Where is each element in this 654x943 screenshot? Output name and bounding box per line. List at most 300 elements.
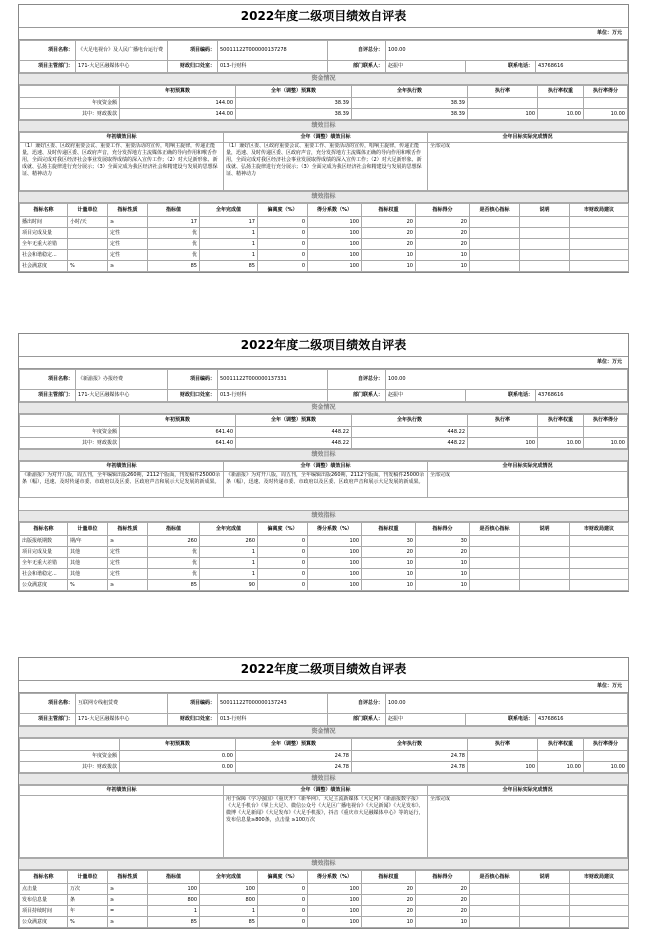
- indicator-cell: 1: [148, 906, 200, 917]
- indicator-cell: ≥: [108, 536, 148, 547]
- evaluation-form-2: [18, 333, 629, 592]
- indicator-cell: 20: [416, 906, 470, 917]
- indicator-column-header: 计量单位: [68, 871, 108, 884]
- indicator-column-header: 全年完成值: [200, 523, 258, 536]
- indicator-cell: 1: [200, 569, 258, 580]
- indicator-cell: 30: [416, 536, 470, 547]
- funds-cell: [584, 751, 628, 762]
- indicator-cell: [470, 547, 520, 558]
- indicator-cell: 10: [416, 261, 470, 272]
- indicator-cell: 20: [362, 906, 416, 917]
- indicator-column-header: 偏离度（%）: [258, 871, 308, 884]
- indicator-column-header: 偏离度（%）: [258, 523, 308, 536]
- indicator-cell: %: [68, 917, 108, 928]
- indicator-cell: 0: [258, 895, 308, 906]
- indicator-column-header: 指标权重: [362, 871, 416, 884]
- indicator-cell: [570, 217, 629, 228]
- funds-column-header: 年初预算数: [120, 86, 236, 98]
- indicator-cell: [520, 228, 570, 239]
- indicator-row: [20, 580, 629, 591]
- indicator-column-header: 指标得分: [416, 204, 470, 217]
- funds-column-header: 执行率得分: [584, 86, 628, 98]
- indicator-cell: 17: [148, 217, 200, 228]
- indicator-cell: 社会和谐稳定...: [20, 569, 68, 580]
- funds-column-header: 年初预算数: [120, 739, 236, 751]
- indicator-cell: 定性: [108, 569, 148, 580]
- indicator-column-header: 说明: [520, 523, 570, 536]
- evaluation-form-3: [18, 657, 629, 929]
- indicator-cell: 公众满意度: [20, 580, 68, 591]
- indicator-cell: 优: [148, 228, 200, 239]
- indicator-cell: 100: [308, 917, 362, 928]
- indicator-cell: 1: [200, 558, 258, 569]
- funds-cell: [538, 751, 584, 762]
- indicator-cell: ≥: [108, 884, 148, 895]
- indicator-cell: [470, 536, 520, 547]
- funds-column-header: 年初预算数: [120, 415, 236, 427]
- project-name-value: 互联网专线租赁费: [76, 694, 168, 714]
- indicator-cell: 0: [258, 547, 308, 558]
- indicator-column-header: 说明: [520, 204, 570, 217]
- indicator-cell: [570, 239, 629, 250]
- indicator-cell: 1: [200, 547, 258, 558]
- indicator-row: [20, 217, 629, 228]
- indicator-row: [20, 239, 629, 250]
- indicator-column-header: 指标名称: [20, 204, 68, 217]
- indicator-column-header: 指标性质: [108, 871, 148, 884]
- indicator-cell: [470, 917, 520, 928]
- indicator-cell: 85: [200, 917, 258, 928]
- indicator-column-header: 全年完成值: [200, 871, 258, 884]
- indicator-cell: 1: [200, 906, 258, 917]
- dept-contact-label: 部门联系人：: [328, 714, 386, 726]
- indicator-cell: [470, 895, 520, 906]
- indicator-cell: 260: [148, 536, 200, 547]
- self-score-label: 自评总分：: [328, 41, 386, 61]
- indicator-column-header: 指标名称: [20, 523, 68, 536]
- indicator-cell: 优: [148, 547, 200, 558]
- goal-initial: [20, 796, 224, 858]
- indicator-column-header: 全年完成值: [200, 204, 258, 217]
- indicator-cell: %: [68, 580, 108, 591]
- project-name-label: 项目名称：: [20, 694, 76, 714]
- indicator-cell: [520, 536, 570, 547]
- indicator-cell: 10: [416, 580, 470, 591]
- indicator-row: [20, 569, 629, 580]
- funds-cell: 38.39: [236, 98, 352, 109]
- funds-cell: 100: [468, 109, 538, 120]
- indicator-cell: [570, 250, 629, 261]
- indicator-cell: 定性: [108, 558, 148, 569]
- indicator-cell: 10: [362, 261, 416, 272]
- self-score-value: 100.00: [386, 370, 628, 390]
- indicator-column-header: 市财政局建议: [570, 523, 629, 536]
- indicator-cell: [520, 884, 570, 895]
- indicator-column-header: 指标值: [148, 871, 200, 884]
- indicator-cell: 优: [148, 250, 200, 261]
- indicator-cell: [470, 569, 520, 580]
- dept-label: 项目主管部门：: [20, 714, 76, 726]
- indicator-column-header: 是否核心指标: [470, 523, 520, 536]
- indicator-cell: 100: [308, 580, 362, 591]
- indicator-cell: 20: [416, 228, 470, 239]
- indicator-cell: [520, 250, 570, 261]
- indicator-row: [20, 536, 629, 547]
- funds-cell: 641.40: [120, 427, 236, 438]
- finance-office-value: 013-行财科: [218, 390, 328, 402]
- dept-value: 171-大足区融媒体中心: [76, 61, 168, 73]
- indicator-cell: 0: [258, 884, 308, 895]
- indicator-cell: 定性: [108, 228, 148, 239]
- finance-office-value: 013-行财科: [218, 714, 328, 726]
- dept-contact-label: 部门联系人：: [328, 390, 386, 402]
- indicator-cell: 100: [308, 217, 362, 228]
- indicator-cell: %: [68, 261, 108, 272]
- indicator-cell: [570, 917, 629, 928]
- goal-column-header: 全年（调整）绩效目标: [224, 133, 428, 143]
- funds-row-label: 年度资金额: [20, 751, 120, 762]
- indicator-cell: 优: [148, 569, 200, 580]
- indicator-cell: 0: [258, 250, 308, 261]
- indicator-cell: 100: [308, 536, 362, 547]
- indicator-row: [20, 250, 629, 261]
- indicator-cell: 100: [308, 906, 362, 917]
- indicator-row: [20, 906, 629, 917]
- indicator-cell: 20: [362, 895, 416, 906]
- indicator-cell: 100: [308, 228, 362, 239]
- unit-label: 单位：万元: [19, 357, 628, 369]
- goal-section-heading: 绩效目标: [19, 449, 628, 461]
- indicator-cell: 0: [258, 580, 308, 591]
- indicator-cell: ≥: [108, 917, 148, 928]
- indicator-cell: 10: [362, 250, 416, 261]
- indicator-cell: [570, 906, 629, 917]
- indicator-row: [20, 558, 629, 569]
- indicator-cell: 发布信息量: [20, 895, 68, 906]
- indicator-cell: 85: [148, 917, 200, 928]
- indicator-column-header: 计量单位: [68, 523, 108, 536]
- indicator-cell: 100: [308, 569, 362, 580]
- funds-cell: 24.78: [236, 751, 352, 762]
- indicator-cell: 期/年: [68, 536, 108, 547]
- indicator-cell: 播出时间: [20, 217, 68, 228]
- indicator-cell: 0: [258, 917, 308, 928]
- funds-row-label: 其中：财政拨款: [20, 762, 120, 773]
- funds-cell: [468, 751, 538, 762]
- indicator-cell: 10: [362, 569, 416, 580]
- funds-column-header: 全年执行数: [352, 415, 468, 427]
- funds-column-header: 全年执行数: [352, 739, 468, 751]
- phone-value: 43768616: [536, 61, 628, 73]
- form-title: 2022年度二级项目绩效自评表: [19, 334, 628, 357]
- indicator-cell: [470, 558, 520, 569]
- goal-actual: 全部完成: [428, 472, 628, 498]
- funds-cell: 100: [468, 762, 538, 773]
- indicator-cell: [470, 250, 520, 261]
- indicator-cell: [520, 261, 570, 272]
- indicator-column-header: 说明: [520, 871, 570, 884]
- indicator-cell: [520, 906, 570, 917]
- indicator-cell: 项目持续时间: [20, 906, 68, 917]
- indicator-cell: 20: [362, 228, 416, 239]
- funds-column-header: 执行率得分: [584, 739, 628, 751]
- funds-column-header: 执行率权重: [538, 86, 584, 98]
- indicator-cell: 20: [362, 884, 416, 895]
- indicator-cell: 其他: [68, 569, 108, 580]
- funds-corner: [20, 739, 120, 751]
- indicator-cell: 出版报纸期数: [20, 536, 68, 547]
- indicator-cell: 85: [148, 580, 200, 591]
- indicator-row: [20, 547, 629, 558]
- indicator-cell: [520, 569, 570, 580]
- indicator-cell: 17: [200, 217, 258, 228]
- indicator-section-heading: 绩效指标: [19, 858, 628, 870]
- finance-office-label: 财政归口处室：: [168, 714, 218, 726]
- indicator-cell: 30: [362, 536, 416, 547]
- self-score-label: 自评总分：: [328, 370, 386, 390]
- dept-contact-value: 赵振中: [386, 390, 466, 402]
- indicator-column-header: 指标值: [148, 523, 200, 536]
- indicator-cell: 10: [416, 917, 470, 928]
- form-title: 2022年度二级项目绩效自评表: [19, 658, 628, 681]
- funds-cell: 144.00: [120, 98, 236, 109]
- indicator-cell: 小时/天: [68, 217, 108, 228]
- indicator-cell: [470, 239, 520, 250]
- finance-office-label: 财政归口处室：: [168, 390, 218, 402]
- indicator-column-header: 得分系数（%）: [308, 523, 362, 536]
- indicator-cell: 100: [308, 250, 362, 261]
- indicator-row: [20, 884, 629, 895]
- indicator-cell: 10: [362, 917, 416, 928]
- indicator-cell: 20: [362, 239, 416, 250]
- funds-cell: 10.00: [584, 109, 628, 120]
- funds-column-header: 执行率得分: [584, 415, 628, 427]
- indicator-cell: 10: [362, 558, 416, 569]
- indicator-cell: 100: [308, 884, 362, 895]
- indicator-column-header: 是否核心指标: [470, 871, 520, 884]
- indicator-cell: 20: [416, 895, 470, 906]
- dept-value: 171-大足区融媒体中心: [76, 714, 168, 726]
- indicator-column-header: 指标名称: [20, 871, 68, 884]
- indicator-cell: 其他: [68, 558, 108, 569]
- indicator-cell: 0: [258, 558, 308, 569]
- indicator-column-header: 偏离度（%）: [258, 204, 308, 217]
- goal-column-header: 全年（调整）绩效目标: [224, 462, 428, 472]
- dept-contact-label: 部门联系人：: [328, 61, 386, 73]
- indicator-cell: [470, 261, 520, 272]
- indicator-cell: 260: [200, 536, 258, 547]
- indicator-cell: 定性: [108, 547, 148, 558]
- indicator-row: [20, 228, 629, 239]
- project-code-label: 项目编码：: [168, 694, 218, 714]
- indicator-row: [20, 895, 629, 906]
- indicator-cell: 10: [416, 569, 470, 580]
- indicator-cell: ≥: [108, 261, 148, 272]
- funds-column-header: 执行率: [468, 86, 538, 98]
- goal-adjusted: 用于保障《学习强国》《重庆开》《新华网》、大足主流新媒体《大足网》《新渝报数字报》《大足手机台》《掌上大足》、微信公众号《大足区广播电视台》《大足新闻》《大足发布》、微博《大足新闻》《大足发布》《大足手机报》，抖音《重庆市大足融媒体中心》等的运行，发布信息量≥800条，点击量 ≥100万次: [224, 796, 428, 858]
- funds-cell: 10.00: [584, 438, 628, 449]
- indicator-row: [20, 917, 629, 928]
- indicator-cell: 公众满意度: [20, 917, 68, 928]
- goal-initial: （1）兼好区委、区政府重要会议、重要工作、重要活动的宣传，唱响主旋律，传递正能量，迅速、及时传递区委、区政府声音，充分发挥地方主流媒体正确的导向作用和喉舌作用，全面完成对我区经济社会事业发展取得成绩的深入宣传工作；（2）对大足新形象、新成就、弘扬主旋律进行充分展示；（3）全面完成为我区经济社会和精建设与发展的思想保证、精神动力: [20, 143, 224, 191]
- indicator-cell: [570, 261, 629, 272]
- funds-row-label: 年度资金额: [20, 98, 120, 109]
- dept-label: 项目主管部门：: [20, 61, 76, 73]
- indicator-cell: [570, 569, 629, 580]
- indicator-row: [20, 261, 629, 272]
- project-name-value: 《新渝报》办报经费: [76, 370, 168, 390]
- phone-value: 43768616: [536, 714, 628, 726]
- indicator-cell: 100: [308, 558, 362, 569]
- indicator-column-header: 指标性质: [108, 204, 148, 217]
- funds-cell: [468, 427, 538, 438]
- phone-label: 联系电话：: [466, 61, 536, 73]
- funds-column-header: 全年执行数: [352, 86, 468, 98]
- funds-cell: 100: [468, 438, 538, 449]
- indicator-cell: 其他: [68, 547, 108, 558]
- goal-actual: 全部完成: [428, 796, 628, 858]
- funds-section-heading: 资金情况: [19, 73, 628, 85]
- finance-office-label: 财政归口处室：: [168, 61, 218, 73]
- indicator-cell: 100: [308, 547, 362, 558]
- indicator-cell: 20: [362, 217, 416, 228]
- funds-cell: 641.40: [120, 438, 236, 449]
- indicator-column-header: 指标得分: [416, 523, 470, 536]
- indicator-cell: [470, 228, 520, 239]
- project-code-value: 50011122T000000137243: [218, 694, 328, 714]
- funds-corner: [20, 415, 120, 427]
- indicator-cell: 100: [200, 884, 258, 895]
- indicator-cell: [520, 547, 570, 558]
- indicator-cell: 10: [416, 250, 470, 261]
- funds-column-header: 执行率权重: [538, 415, 584, 427]
- project-code-value: 50011122T000000137278: [218, 41, 328, 61]
- funds-cell: [538, 98, 584, 109]
- indicator-cell: 1: [200, 239, 258, 250]
- goal-column-header: 年初绩效目标: [20, 786, 224, 796]
- indicator-cell: 10: [362, 580, 416, 591]
- indicator-cell: 社会和谐稳定...: [20, 250, 68, 261]
- indicator-cell: [520, 580, 570, 591]
- indicator-cell: 1: [200, 250, 258, 261]
- indicator-cell: [68, 250, 108, 261]
- indicator-cell: 0: [258, 261, 308, 272]
- indicator-column-header: 市财政局建议: [570, 204, 629, 217]
- funds-column-header: 全年（调整）预算数: [236, 739, 352, 751]
- indicator-cell: [470, 217, 520, 228]
- unit-label: 单位：万元: [19, 28, 628, 40]
- indicator-cell: [520, 217, 570, 228]
- indicator-cell: [520, 895, 570, 906]
- indicator-cell: [470, 906, 520, 917]
- indicator-cell: 20: [362, 547, 416, 558]
- indicator-cell: 优: [148, 239, 200, 250]
- project-name-label: 项目名称：: [20, 370, 76, 390]
- indicator-section-heading: 绩效指标: [19, 191, 628, 203]
- indicator-column-header: 得分系数（%）: [308, 871, 362, 884]
- indicator-section-heading: 绩效指标: [19, 510, 628, 522]
- funds-section-heading: 资金情况: [19, 402, 628, 414]
- funds-cell: 448.22: [352, 438, 468, 449]
- dept-contact-value: 赵振中: [386, 714, 466, 726]
- funds-cell: 448.22: [236, 427, 352, 438]
- funds-section-heading: 资金情况: [19, 726, 628, 738]
- funds-column-header: 全年（调整）预算数: [236, 86, 352, 98]
- funds-cell: 10.00: [538, 438, 584, 449]
- indicator-cell: 100: [308, 239, 362, 250]
- goal-column-header: 年初绩效目标: [20, 133, 224, 143]
- funds-column-header: 执行率权重: [538, 739, 584, 751]
- indicator-cell: 20: [416, 884, 470, 895]
- funds-cell: 24.78: [352, 751, 468, 762]
- goal-initial: 《新渝报》为对开八版，周五刊，全年编辑出版260期，2112个版面，刊发稿件25000余条（幅），迅速、及时传递市委、市政府以及区委、区政府声音和展示大足发展的新成果。: [20, 472, 224, 498]
- funds-cell: 0.00: [120, 751, 236, 762]
- self-score-label: 自评总分：: [328, 694, 386, 714]
- funds-column-header: 执行率: [468, 739, 538, 751]
- funds-cell: [584, 98, 628, 109]
- funds-cell: 38.39: [236, 109, 352, 120]
- indicator-cell: [520, 917, 570, 928]
- project-name-label: 项目名称：: [20, 41, 76, 61]
- funds-cell: 10.00: [538, 762, 584, 773]
- project-code-value: 50011122T000000137331: [218, 370, 328, 390]
- goal-adjusted: （1）兼好区委、区政府重要会议、重要工作、重要活动的宣传，唱响主旋律，传递正能量，迅速、及时传递区委、区政府声音，充分发挥地方主流媒体正确的导向作用和喉舌作用，全面完成对我区经济社会事业发展取得成绩的深入宣传工作；（2）对大足新形象、新成就、弘扬主旋律进行充分展示；（3）全面完成为我区经济社会和精建设与发展的思想保证、精神动力: [224, 143, 428, 191]
- indicator-cell: [570, 895, 629, 906]
- indicator-cell: [470, 884, 520, 895]
- dept-value: 171-大足区融媒体中心: [76, 390, 168, 402]
- indicator-cell: [570, 536, 629, 547]
- goal-column-header: 全年目标实际完成情况: [428, 462, 628, 472]
- indicator-cell: 条: [68, 895, 108, 906]
- indicator-cell: 800: [200, 895, 258, 906]
- indicator-cell: 10: [416, 558, 470, 569]
- indicator-cell: 100: [308, 895, 362, 906]
- indicator-cell: [570, 580, 629, 591]
- funds-cell: 448.22: [236, 438, 352, 449]
- phone-label: 联系电话：: [466, 390, 536, 402]
- indicator-cell: 年: [68, 906, 108, 917]
- funds-cell: 10.00: [584, 762, 628, 773]
- indicator-cell: 项目完成及量: [20, 547, 68, 558]
- indicator-cell: [570, 547, 629, 558]
- indicator-column-header: 计量单位: [68, 204, 108, 217]
- funds-row-label: 年度资金额: [20, 427, 120, 438]
- indicator-cell: 全年无重大差错: [20, 239, 68, 250]
- funds-cell: 38.39: [352, 109, 468, 120]
- indicator-cell: [570, 228, 629, 239]
- indicator-cell: 85: [200, 261, 258, 272]
- indicator-column-header: 指标权重: [362, 523, 416, 536]
- indicator-cell: 项目完成及量: [20, 228, 68, 239]
- phone-value: 43768616: [536, 390, 628, 402]
- indicator-column-header: 市财政局建议: [570, 871, 629, 884]
- indicator-cell: 1: [200, 228, 258, 239]
- goal-column-header: 全年（调整）绩效目标: [224, 786, 428, 796]
- goal-column-header: 全年目标实际完成情况: [428, 786, 628, 796]
- indicator-cell: [520, 558, 570, 569]
- funds-cell: 0.00: [120, 762, 236, 773]
- goal-actual: 全部完成: [428, 143, 628, 191]
- indicator-cell: 0: [258, 569, 308, 580]
- indicator-cell: 优: [148, 558, 200, 569]
- funds-cell: [584, 427, 628, 438]
- indicator-cell: 社会满意度: [20, 261, 68, 272]
- indicator-cell: 90: [200, 580, 258, 591]
- dept-label: 项目主管部门：: [20, 390, 76, 402]
- indicator-cell: [570, 884, 629, 895]
- indicator-cell: [520, 239, 570, 250]
- goal-section-heading: 绩效目标: [19, 773, 628, 785]
